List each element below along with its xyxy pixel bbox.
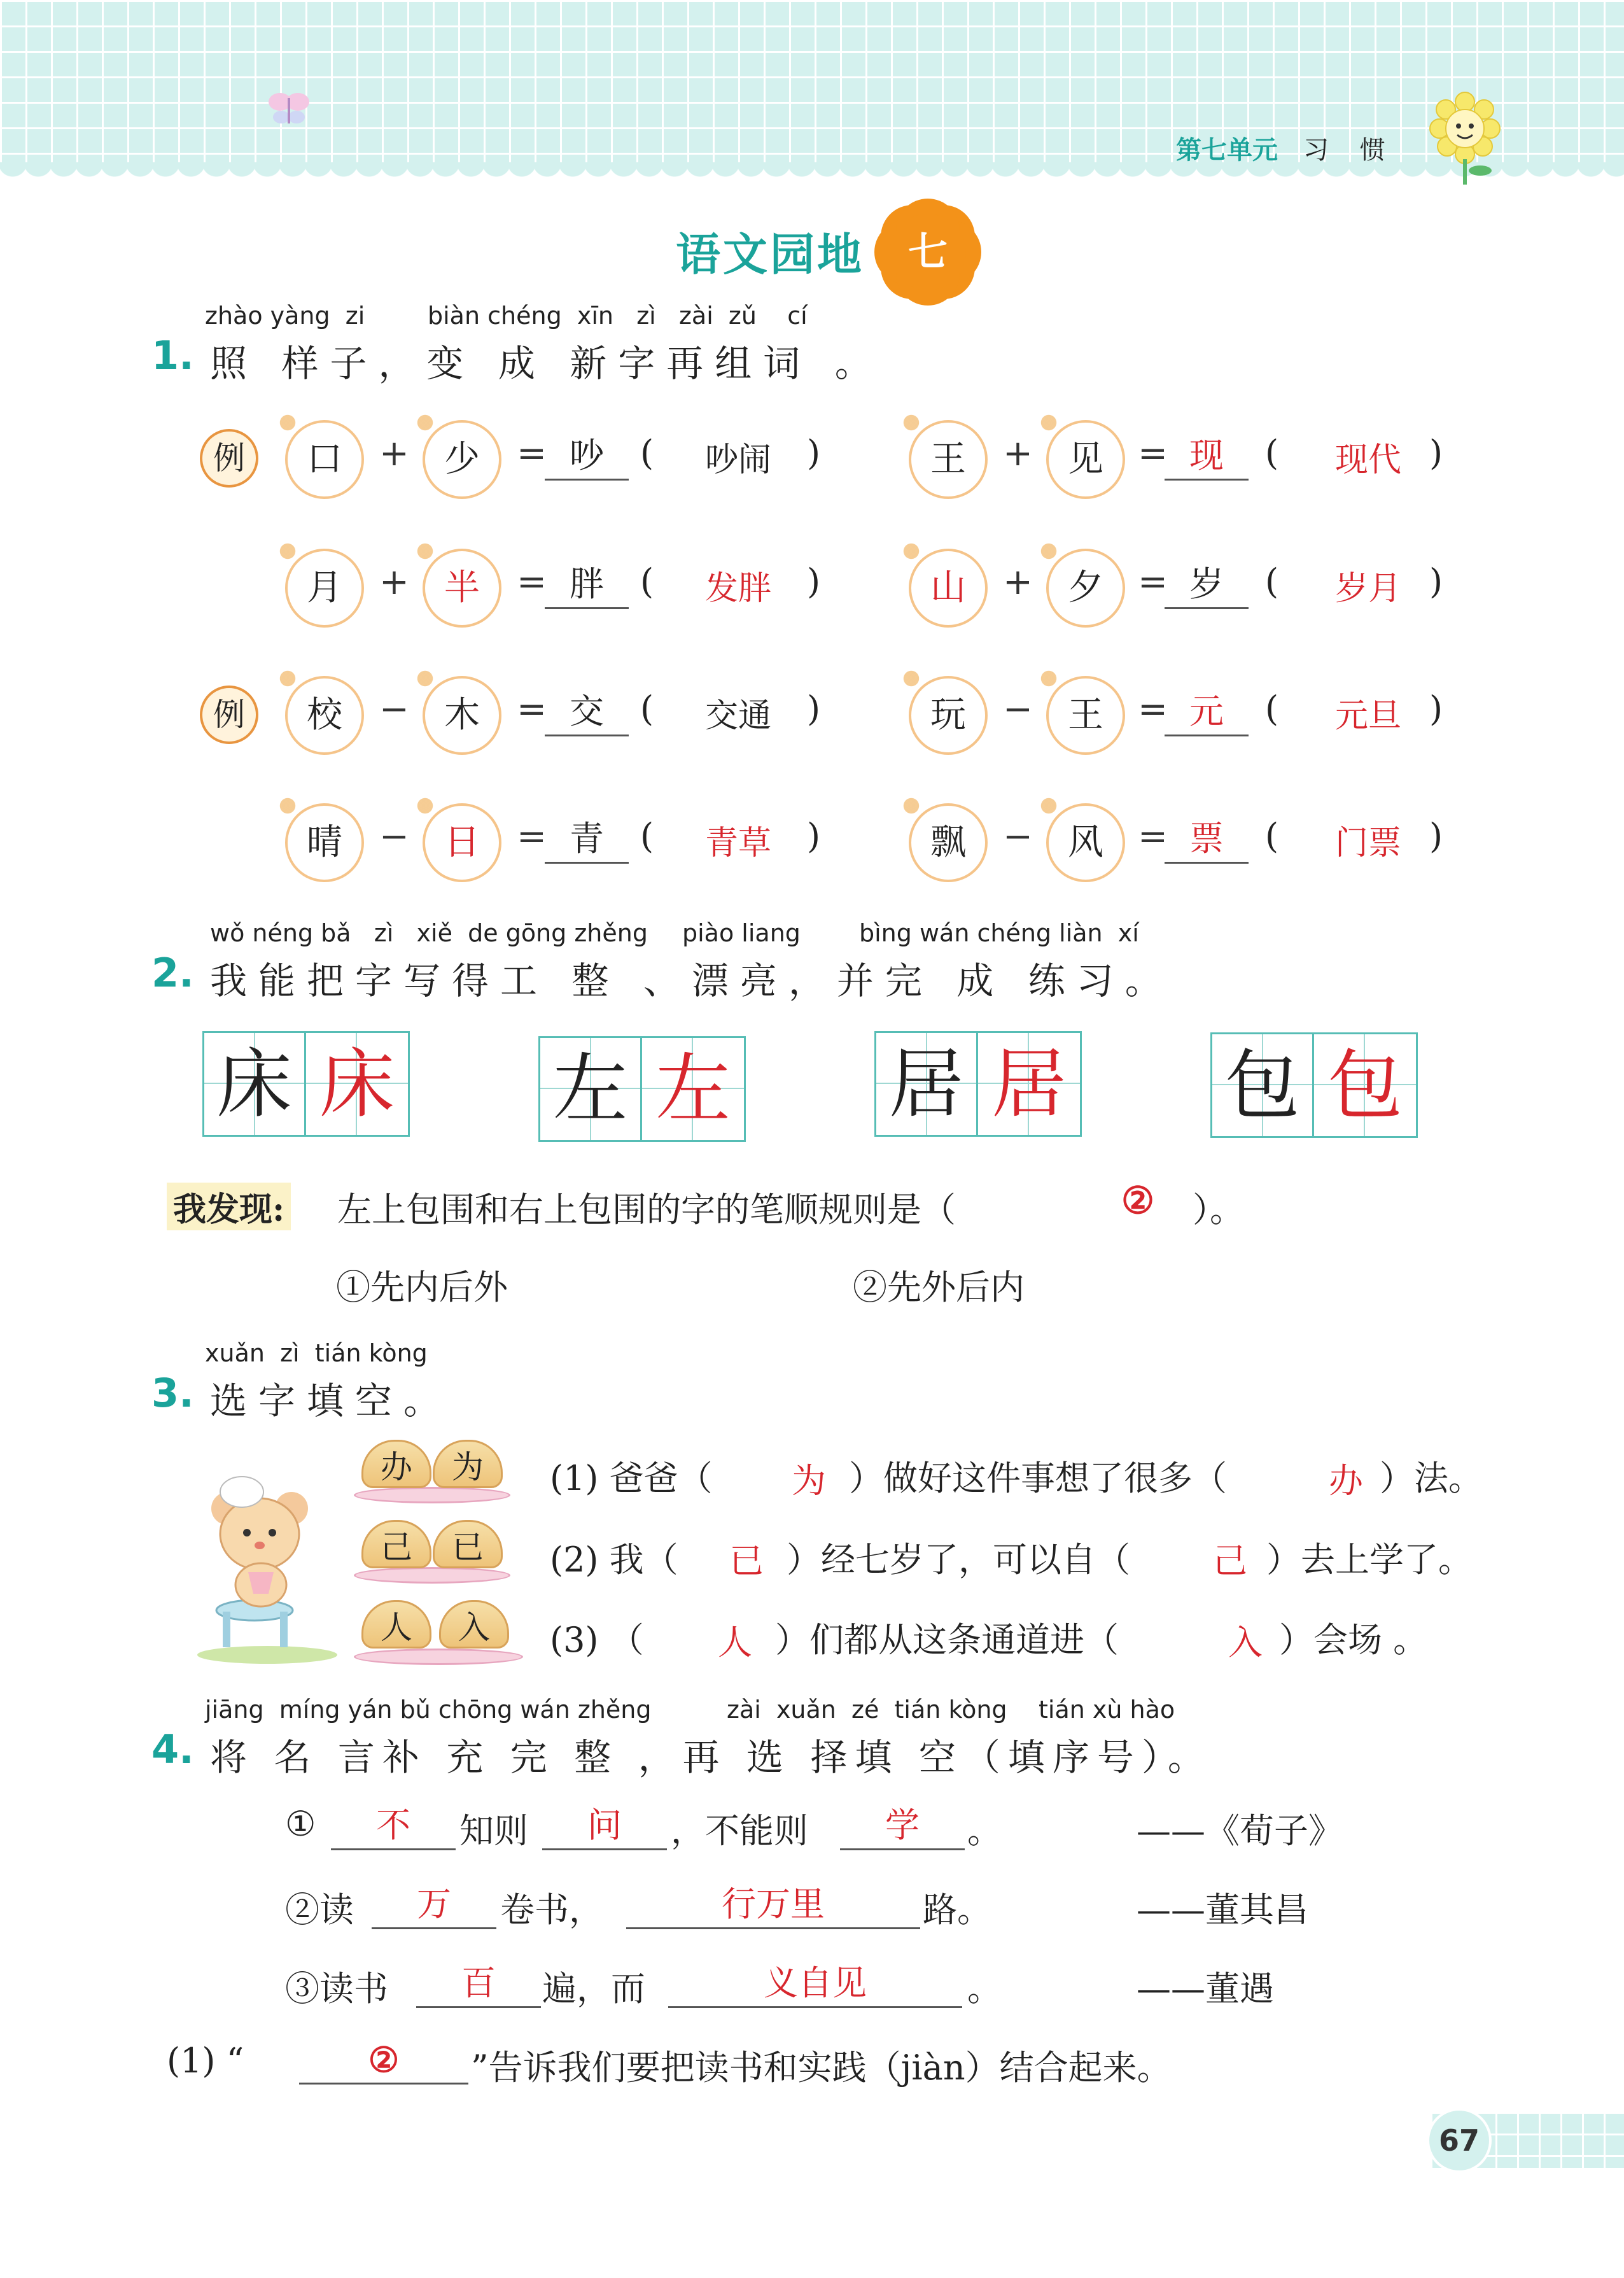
char-circle: 见 (1046, 420, 1125, 499)
q3-line2-part1: (2) 我（ (550, 1540, 678, 1580)
paren-close: ) (807, 561, 821, 601)
result-blank: 吵 (545, 433, 629, 481)
quote-1-blank-1[interactable]: 不 (331, 1803, 456, 1850)
char-dumpling: 人 (361, 1600, 431, 1649)
q1-pinyin-b: biàn chéng xīn zì zài zǔ cí (428, 302, 808, 330)
copy-char[interactable]: 居 (978, 1033, 1080, 1135)
paren-open: ( (1265, 816, 1279, 856)
char-circle: 王 (1046, 676, 1125, 755)
word-answer: 青草 (704, 824, 771, 862)
sunflower-icon (1425, 89, 1508, 185)
char-circle: 半 (423, 549, 501, 628)
quote-2-text-2: 路。 (923, 1890, 991, 1930)
equals-sign: = (1138, 816, 1168, 857)
model-char: 包 (1212, 1034, 1314, 1136)
q1-pinyin-a: zhào yàng zi (205, 302, 365, 330)
equals-sign: = (517, 689, 547, 730)
plate (354, 1649, 523, 1665)
char-circle: 玩 (909, 676, 988, 755)
paren-close: ) (807, 816, 821, 856)
discover-text: 左上包围和右上包围的字的笔顺规则是（ (337, 1190, 956, 1230)
q2-pinyin-b: piào liang (682, 919, 801, 947)
q3-line1-part3: ）法。 (1380, 1458, 1483, 1498)
paren-open: ( (640, 816, 654, 856)
copy-char[interactable]: 包 (1314, 1034, 1416, 1136)
paren-close: ) (1429, 433, 1443, 473)
quote-2-blank-2[interactable]: 行万里 (626, 1881, 920, 1929)
q3-line3-answer1[interactable]: 人 (718, 1622, 752, 1663)
paren-open: ( (640, 433, 654, 473)
paren-close: ) (807, 689, 821, 729)
q3-line2-part3: ）去上学了。 (1266, 1540, 1473, 1580)
q4-number: 4. (151, 1726, 194, 1773)
char-circle: 月 (285, 549, 364, 628)
page-title: 语文园地 (676, 229, 864, 281)
quote-3-blank-2[interactable]: 义自见 (668, 1960, 962, 2008)
equals-sign: = (517, 816, 547, 857)
writing-grid (202, 1031, 410, 1137)
paren-close: ) (1429, 816, 1443, 856)
q2-number: 2. (151, 950, 194, 996)
char-dumpling: 为 (433, 1440, 503, 1488)
plate (354, 1567, 510, 1584)
equals-sign: = (517, 433, 547, 474)
unit-topic: 习 惯 (1303, 136, 1397, 165)
result-blank: 现 (1165, 433, 1249, 481)
word-answer: 交通 (704, 697, 771, 735)
copy-char[interactable]: 左 (642, 1038, 744, 1140)
paren-close: ) (807, 433, 821, 473)
final-text: ”告诉我们要把读书和实践（jiàn）结合起来。 (471, 2048, 1172, 2088)
char-dumpling: 己 (361, 1520, 431, 1568)
q3-line3-answer2[interactable]: 入 (1228, 1622, 1263, 1663)
quote-3-blank-1[interactable]: 百 (416, 1960, 541, 2008)
result-blank: 票 (1165, 816, 1249, 864)
q4-pinyin-c: tián xù hào (1039, 1696, 1175, 1724)
discover-answer[interactable]: ② (1121, 1179, 1154, 1222)
result-blank: 青 (545, 816, 629, 864)
quote-1-text-1: 知则 (459, 1811, 528, 1851)
quote-2-text-1: 卷书， (500, 1890, 603, 1930)
char-dumpling: 入 (439, 1600, 509, 1649)
quote-1-source: ——《荀子》 (1137, 1811, 1343, 1851)
writing-grid (1210, 1032, 1418, 1138)
equals-sign: = (1138, 689, 1168, 730)
butterfly-icon (261, 83, 318, 134)
q3-pinyin: xuǎn zì tián kòng (205, 1339, 428, 1367)
word-answer: 岁月 (1334, 570, 1401, 608)
minus-sign: − (1003, 689, 1033, 730)
char-dumpling: 办 (361, 1440, 431, 1488)
final-prefix: (1) “ (167, 2041, 244, 2081)
paren-close: ) (1429, 561, 1443, 601)
paren-open: ( (1265, 561, 1279, 601)
example-badge: 例 (200, 429, 258, 488)
char-circle: 飘 (909, 803, 988, 882)
model-char: 左 (540, 1038, 642, 1140)
q3-line2-answer2[interactable]: 己 (1213, 1541, 1247, 1581)
plus-sign: + (379, 433, 409, 474)
q1-instruction: 照 样子，变 成 新字再组词 。 (210, 342, 883, 385)
result-blank: 岁 (1165, 561, 1249, 609)
quote-3-text-1: 遍，而 (542, 1969, 645, 2009)
plus-sign: + (379, 561, 409, 603)
q3-line1-part2: ）做好这件事想了很多（ (849, 1458, 1227, 1498)
q4-instruction: 将 名 言补 充 完 整 ，再 选 择填 空（填序号）。 (210, 1736, 1212, 1779)
char-circle: 夕 (1046, 549, 1125, 628)
writing-grid (538, 1036, 746, 1142)
equals-sign: = (1138, 561, 1168, 603)
result-blank: 元 (1165, 689, 1249, 736)
q3-line3-part2: ）们都从这条通道进（ (775, 1620, 1119, 1660)
unit-label: 第七单元 (1176, 136, 1278, 165)
title-badge: 七 (890, 214, 966, 290)
quote-2-source: ——董其昌 (1137, 1890, 1308, 1930)
q2-instruction: 我能把字写得工 整 、漂亮，并完 成 练习。 (210, 959, 1173, 1002)
minus-sign: − (379, 689, 409, 730)
minus-sign: − (379, 816, 409, 857)
quote-2-blank-1[interactable]: 万 (372, 1881, 496, 1929)
word-answer: 发胖 (704, 570, 771, 608)
minus-sign: − (1003, 816, 1033, 857)
writing-grid (874, 1031, 1082, 1137)
model-char: 床 (204, 1033, 306, 1135)
q3-number: 3. (151, 1370, 194, 1416)
option-1: ①先内后外 (336, 1267, 508, 1307)
char-dumpling: 已 (433, 1520, 503, 1568)
char-circle: 王 (909, 420, 988, 499)
quote-1-blank-2[interactable]: 问 (542, 1803, 667, 1850)
q4-pinyin-a: jiāng míng yán bǔ chōng wán zhěng (205, 1696, 652, 1724)
word-answer: 元旦 (1334, 697, 1401, 735)
paren-open: ( (1265, 689, 1279, 729)
q3-line1-part1: (1) 爸爸（ (550, 1458, 713, 1498)
q3-line2-part2: ）经七岁了，可以自（ (787, 1540, 1130, 1580)
discover-end: ）。 (1193, 1190, 1244, 1230)
equals-sign: = (517, 561, 547, 603)
copy-char[interactable]: 床 (306, 1033, 408, 1135)
quote-1-number: ① (285, 1804, 316, 1844)
final-answer-blank[interactable]: ② (299, 2037, 468, 2085)
q3-instruction: 选字填空。 (210, 1379, 452, 1423)
equals-sign: = (1138, 433, 1168, 474)
paren-open: ( (1265, 433, 1279, 473)
q1-number: 1. (151, 332, 194, 379)
q3-line3-part3: ）会场 。 (1279, 1620, 1428, 1660)
paren-open: ( (640, 689, 654, 729)
plus-sign: + (1003, 561, 1033, 603)
char-circle: 少 (423, 420, 501, 499)
paren-close: ) (1429, 689, 1443, 729)
mouse-chef-illustration (191, 1464, 356, 1668)
quote-3-text-2: 。 (967, 1969, 1002, 2009)
q3-line1-answer2[interactable]: 办 (1329, 1461, 1363, 1501)
q4-pinyin-b: zài xuǎn zé tián kòng (727, 1696, 1007, 1724)
plus-sign: + (1003, 433, 1033, 474)
result-blank: 胖 (545, 561, 629, 609)
discover-label: 我发现: (167, 1183, 291, 1230)
option-2: ②先外后内 (853, 1267, 1025, 1307)
result-blank: 交 (545, 689, 629, 736)
plate (354, 1487, 510, 1503)
q3-line3-part1: (3) （ (550, 1620, 644, 1660)
word-answer: 门票 (1334, 824, 1401, 862)
header-wave-edge (0, 162, 1624, 194)
quote-3-source: ——董遇 (1137, 1969, 1274, 2009)
word-answer: 吵闹 (704, 441, 771, 479)
char-circle: 校 (285, 676, 364, 755)
quote-2-number: ②读 (285, 1890, 354, 1930)
char-circle: 山 (909, 549, 988, 628)
model-char: 居 (876, 1033, 978, 1135)
quote-1-text-3: 。 (967, 1811, 1002, 1851)
quote-3-number: ③读书 (285, 1969, 388, 2009)
q3-line2-answer1[interactable]: 已 (729, 1541, 764, 1581)
q2-pinyin-a: wǒ néng bǎ zì xiě de gōng zhěng (210, 919, 648, 947)
q3-line1-answer1[interactable]: 为 (792, 1461, 826, 1501)
char-circle: 木 (423, 676, 501, 755)
paren-open: ( (640, 561, 654, 601)
example-badge: 例 (200, 686, 258, 744)
quote-1-blank-3[interactable]: 学 (840, 1803, 965, 1850)
quote-1-text-2: ，不能则 (671, 1811, 808, 1851)
char-circle: 风 (1046, 803, 1125, 882)
q2-pinyin-c: bìng wán chéng liàn xí (859, 919, 1139, 947)
word-answer: 现代 (1334, 441, 1401, 479)
char-circle: 晴 (285, 803, 364, 882)
char-circle: 日 (423, 803, 501, 882)
page-number: 67 (1427, 2108, 1492, 2173)
char-circle: 口 (285, 420, 364, 499)
